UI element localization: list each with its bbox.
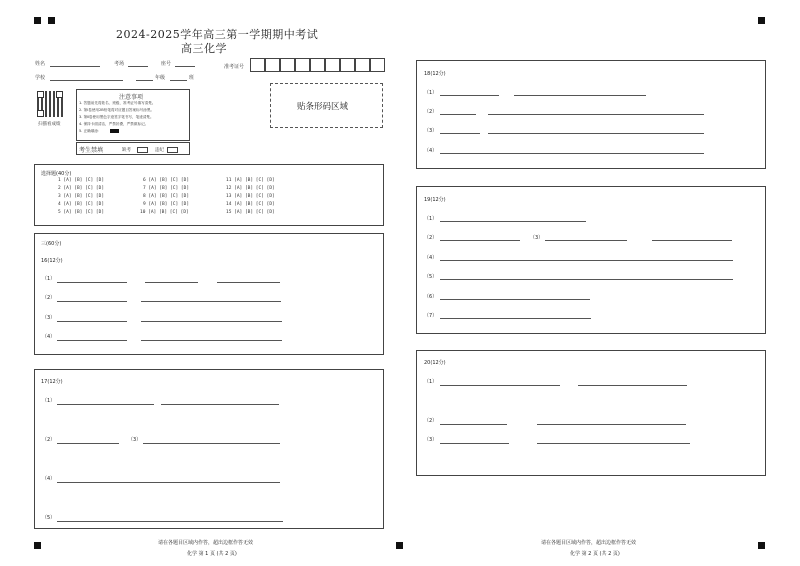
mc-row[interactable]: 9 [A] [B] [C] [D] bbox=[143, 202, 190, 207]
answer-line[interactable] bbox=[440, 443, 509, 444]
q20-part: （3） bbox=[424, 437, 438, 443]
barcode-label: 贴条形码区域 bbox=[297, 102, 349, 112]
q17-part: （2） bbox=[42, 437, 56, 443]
answer-line[interactable] bbox=[440, 114, 476, 115]
grade-field[interactable] bbox=[136, 80, 153, 81]
qr-code bbox=[37, 91, 63, 117]
exam-id-box[interactable] bbox=[280, 58, 295, 72]
mc-row[interactable]: 10 [A] [B] [C] [D] bbox=[140, 210, 189, 215]
footer-page-number: 化学 第 2 页 (共 2 页) bbox=[570, 551, 620, 557]
notice-item: 1. 答题前先将姓名、班级、准考证号填写清楚。 bbox=[79, 101, 156, 105]
answer-line[interactable] bbox=[57, 301, 127, 302]
answer-line[interactable] bbox=[488, 133, 704, 134]
answer-line[interactable] bbox=[145, 282, 198, 283]
name-label: 姓名 bbox=[35, 61, 46, 67]
q18-title: 18(12分) bbox=[424, 71, 446, 77]
filled-bubble-example bbox=[110, 129, 119, 133]
mc-row[interactable]: 15 [A] [B] [C] [D] bbox=[226, 210, 275, 215]
q16-part: （1） bbox=[42, 276, 56, 282]
q16-part: （2） bbox=[42, 295, 56, 301]
mc-row[interactable]: 14 [A] [B] [C] [D] bbox=[226, 202, 275, 207]
mc-row[interactable]: 1 [A] [B] [C] [D] bbox=[58, 178, 105, 183]
mc-row[interactable]: 12 [A] [B] [C] [D] bbox=[226, 186, 275, 191]
notice-item: 5. 正确填涂： bbox=[79, 129, 102, 133]
q17-title: 17(12分) bbox=[41, 379, 63, 385]
answer-line[interactable] bbox=[440, 221, 586, 222]
q18-part: （3） bbox=[424, 128, 438, 134]
answer-line[interactable] bbox=[545, 240, 627, 241]
q17-part: （1） bbox=[42, 398, 56, 404]
answer-line[interactable] bbox=[57, 340, 127, 341]
footer-warning: 请在各题目区域内作答，超出边框作答无效 bbox=[158, 540, 254, 546]
answer-line[interactable] bbox=[440, 95, 499, 96]
school-label: 学校 bbox=[35, 75, 46, 81]
answer-line[interactable] bbox=[440, 318, 591, 319]
q16-part: （3） bbox=[42, 315, 56, 321]
q20-title: 20(12分) bbox=[424, 360, 446, 366]
q17-part: （5） bbox=[42, 515, 56, 521]
answer-line[interactable] bbox=[440, 299, 590, 300]
answer-line[interactable] bbox=[652, 240, 732, 241]
exam-id-box[interactable] bbox=[265, 58, 280, 72]
mc-row[interactable]: 8 [A] [B] [C] [D] bbox=[143, 194, 190, 199]
name-field[interactable] bbox=[50, 66, 100, 67]
footer-warning: 请在各题目区域内作答，超出边框作答无效 bbox=[541, 540, 637, 546]
answer-line[interactable] bbox=[57, 321, 127, 322]
mc-row[interactable]: 5 [A] [B] [C] [D] bbox=[58, 210, 105, 215]
answer-line[interactable] bbox=[143, 443, 280, 444]
position-mark bbox=[758, 542, 765, 549]
answer-line[interactable] bbox=[440, 260, 733, 261]
notice-item: 4. 保持卡面清洁，严禁折叠，严禁做标记。 bbox=[79, 122, 149, 126]
mc-row[interactable]: 11 [A] [B] [C] [D] bbox=[226, 178, 275, 183]
mc-row[interactable]: 6 [A] [B] [C] [D] bbox=[143, 178, 190, 183]
answer-line[interactable] bbox=[141, 321, 282, 322]
mc-title: 选择题(40分) bbox=[41, 171, 72, 177]
exam-id-box[interactable] bbox=[340, 58, 355, 72]
answer-line[interactable] bbox=[488, 114, 704, 115]
school-field[interactable] bbox=[50, 80, 123, 81]
answer-line[interactable] bbox=[57, 443, 119, 444]
exam-room-label: 考场 bbox=[114, 61, 125, 67]
fill-area-title: 考生禁填 bbox=[79, 147, 104, 154]
answer-line[interactable] bbox=[57, 404, 154, 405]
exam-id-box[interactable] bbox=[310, 58, 325, 72]
answer-line[interactable] bbox=[537, 424, 686, 425]
exam-id-box[interactable] bbox=[370, 58, 385, 72]
answer-line[interactable] bbox=[217, 282, 280, 283]
violation-label: 违纪 bbox=[155, 148, 164, 153]
seat-field[interactable] bbox=[175, 66, 195, 67]
notice-title: 注意事项 bbox=[119, 94, 144, 101]
position-mark bbox=[396, 542, 403, 549]
q20-box bbox=[416, 350, 766, 476]
answer-line[interactable] bbox=[57, 282, 127, 283]
answer-line[interactable] bbox=[514, 95, 646, 96]
exam-title: 2024-2025学年高三第一学期期中考试 bbox=[116, 28, 319, 41]
q16-part: （4） bbox=[42, 334, 56, 340]
mc-row[interactable]: 7 [A] [B] [C] [D] bbox=[143, 186, 190, 191]
position-mark bbox=[34, 17, 41, 24]
position-mark bbox=[34, 542, 41, 549]
q19-part: （1） bbox=[424, 216, 438, 222]
answer-line[interactable] bbox=[440, 279, 733, 280]
q17-box bbox=[34, 369, 384, 529]
exam-id-box[interactable] bbox=[295, 58, 310, 72]
answer-line[interactable] bbox=[57, 482, 280, 483]
absent-label: 缺考 bbox=[122, 148, 131, 153]
exam-id-box[interactable] bbox=[325, 58, 340, 72]
position-mark bbox=[48, 17, 55, 24]
answer-line[interactable] bbox=[537, 443, 690, 444]
q16-title: 16(12分) bbox=[41, 258, 63, 264]
grade-label: 年级 bbox=[155, 75, 166, 81]
q20-part: （1） bbox=[424, 379, 438, 385]
mc-row[interactable]: 13 [A] [B] [C] [D] bbox=[226, 194, 275, 199]
position-mark bbox=[758, 17, 765, 24]
notice-item: 2. 第Ⅰ卷使用2B铅笔将对应题目答案标号涂黑。 bbox=[79, 108, 155, 112]
q17-part: （4） bbox=[42, 476, 56, 482]
mc-row[interactable]: 2 [A] [B] [C] [D] bbox=[58, 186, 105, 191]
answer-line[interactable] bbox=[440, 240, 520, 241]
subject-title: 高三化学 bbox=[181, 42, 227, 55]
q18-part: （1） bbox=[424, 90, 438, 96]
q20-part: （2） bbox=[424, 418, 438, 424]
q19-title: 19(12分) bbox=[424, 197, 446, 203]
notice-item: 3. 第Ⅱ卷使用黑色字迹签字笔书写，笔迹清楚。 bbox=[79, 115, 154, 119]
q19-part: （5） bbox=[424, 274, 438, 280]
q18-part: （4） bbox=[424, 148, 438, 154]
answer-line[interactable] bbox=[141, 340, 282, 341]
q16-box bbox=[34, 233, 384, 355]
class-label: 班 bbox=[189, 75, 195, 81]
absent-checkbox[interactable] bbox=[137, 147, 148, 153]
footer-page-number: 化学 第 1 页 (共 2 页) bbox=[187, 551, 237, 557]
section3-title: 三(60分) bbox=[41, 241, 62, 247]
answer-line[interactable] bbox=[161, 404, 279, 405]
answer-line[interactable] bbox=[440, 385, 560, 386]
q18-part: （2） bbox=[424, 109, 438, 115]
answer-line[interactable] bbox=[440, 133, 480, 134]
answer-line[interactable] bbox=[57, 521, 283, 522]
class-field[interactable] bbox=[170, 80, 187, 81]
answer-line[interactable] bbox=[440, 153, 704, 154]
exam-id-label: 准考证号 bbox=[224, 64, 245, 70]
exam-id-box[interactable] bbox=[250, 58, 265, 72]
answer-line[interactable] bbox=[440, 424, 507, 425]
exam-id-box[interactable] bbox=[355, 58, 370, 72]
q17-part: （3） bbox=[128, 437, 142, 443]
mc-row[interactable]: 3 [A] [B] [C] [D] bbox=[58, 194, 105, 199]
q19-part: （3） bbox=[530, 235, 544, 241]
exam-room-field[interactable] bbox=[128, 66, 148, 67]
q19-part: （2） bbox=[424, 235, 438, 241]
q19-part: （4） bbox=[424, 255, 438, 261]
q19-part: （7） bbox=[424, 313, 438, 319]
seat-label: 座号 bbox=[161, 61, 172, 67]
answer-line[interactable] bbox=[578, 385, 687, 386]
qr-caption: 扫描看成绩 bbox=[38, 122, 61, 127]
mc-row[interactable]: 4 [A] [B] [C] [D] bbox=[58, 202, 105, 207]
answer-line[interactable] bbox=[141, 301, 281, 302]
q19-part: （6） bbox=[424, 294, 438, 300]
violation-checkbox[interactable] bbox=[167, 147, 178, 153]
